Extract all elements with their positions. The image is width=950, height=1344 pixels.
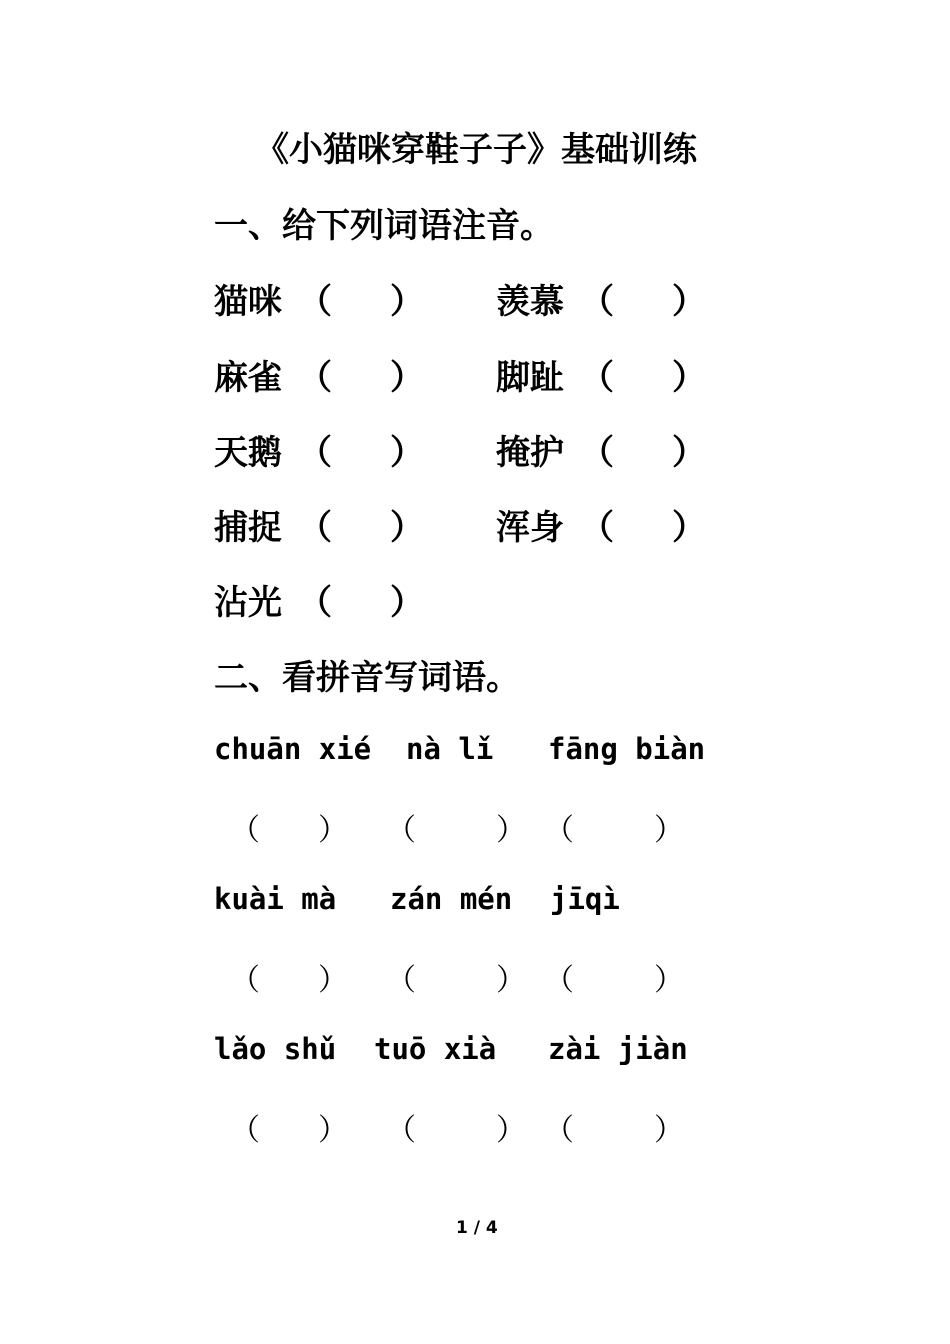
page-number: 1 / 4	[456, 1218, 498, 1238]
document-title: 《小猫咪穿鞋子子》基础训练	[255, 130, 697, 170]
answer-open-paren: （	[298, 282, 332, 322]
pinyin-item: chuān xié	[214, 732, 372, 766]
phonetic-item	[496, 425, 706, 474]
answer-open-paren: （	[544, 813, 574, 848]
answer-close-paren: ）	[672, 508, 706, 548]
pinyin-item: zài jiàn	[548, 1032, 688, 1066]
answer-close-paren: ）	[390, 508, 424, 548]
answer-close-paren: ）	[654, 813, 684, 848]
phonetic-item	[214, 575, 424, 624]
answer-open-paren: （	[230, 963, 260, 998]
answer-open-paren: （	[298, 433, 332, 473]
pinyin-item: jīqì	[550, 882, 620, 916]
answer-open-paren: （	[386, 963, 416, 998]
pinyin-item: zán mén	[390, 882, 513, 916]
pinyin-item: nà lǐ	[406, 732, 494, 766]
word: 掩护	[496, 433, 564, 473]
answer-close-paren: ）	[390, 583, 424, 623]
answer-open-paren: （	[580, 282, 614, 322]
answer-open-paren: （	[544, 1113, 574, 1148]
answer-close-paren: ）	[672, 433, 706, 473]
answer-close-paren: ）	[390, 282, 424, 322]
pinyin-item: fāng biàn	[548, 732, 706, 766]
answer-open-paren: （	[386, 1113, 416, 1148]
answer-open-paren: （	[230, 1113, 260, 1148]
phonetic-item	[496, 500, 706, 549]
answer-close-paren: ）	[496, 813, 526, 848]
word: 天鹅	[214, 433, 282, 473]
word: 羡慕	[496, 282, 564, 322]
section-1-heading: 一、给下列词语注音。	[214, 206, 554, 246]
phonetic-item	[214, 500, 424, 549]
answer-open-paren: （	[298, 583, 332, 623]
answer-close-paren: ）	[654, 963, 684, 998]
answer-close-paren: ）	[672, 282, 706, 322]
phonetic-item	[214, 425, 424, 474]
answer-close-paren: ）	[496, 1113, 526, 1148]
word: 麻雀	[214, 358, 282, 398]
answer-open-paren: （	[298, 508, 332, 548]
word: 脚趾	[496, 358, 564, 398]
word: 捕捉	[214, 508, 282, 548]
phonetic-item	[214, 274, 424, 323]
answer-close-paren: ）	[390, 358, 424, 398]
pinyin-item: kuài mà	[214, 882, 337, 916]
phonetic-item	[496, 274, 706, 323]
answer-open-paren: （	[580, 358, 614, 398]
answer-close-paren: ）	[654, 1113, 684, 1148]
answer-open-paren: （	[298, 358, 332, 398]
answer-open-paren: （	[580, 433, 614, 473]
answer-open-paren: （	[230, 813, 260, 848]
word: 猫咪	[214, 282, 282, 322]
pinyin-item: lǎo shǔ	[214, 1032, 337, 1066]
answer-close-paren: ）	[390, 433, 424, 473]
phonetic-item	[214, 350, 424, 399]
answer-close-paren: ）	[672, 358, 706, 398]
pinyin-item: tuō xià	[374, 1032, 497, 1066]
answer-close-paren: ）	[318, 963, 348, 998]
answer-close-paren: ）	[318, 813, 348, 848]
word: 浑身	[496, 508, 564, 548]
answer-open-paren: （	[386, 813, 416, 848]
answer-open-paren: （	[544, 963, 574, 998]
word: 沾光	[214, 583, 282, 623]
section-2-heading: 二、看拼音写词语。	[214, 658, 520, 698]
phonetic-item	[496, 350, 706, 399]
answer-close-paren: ）	[496, 963, 526, 998]
answer-open-paren: （	[580, 508, 614, 548]
answer-close-paren: ）	[318, 1113, 348, 1148]
